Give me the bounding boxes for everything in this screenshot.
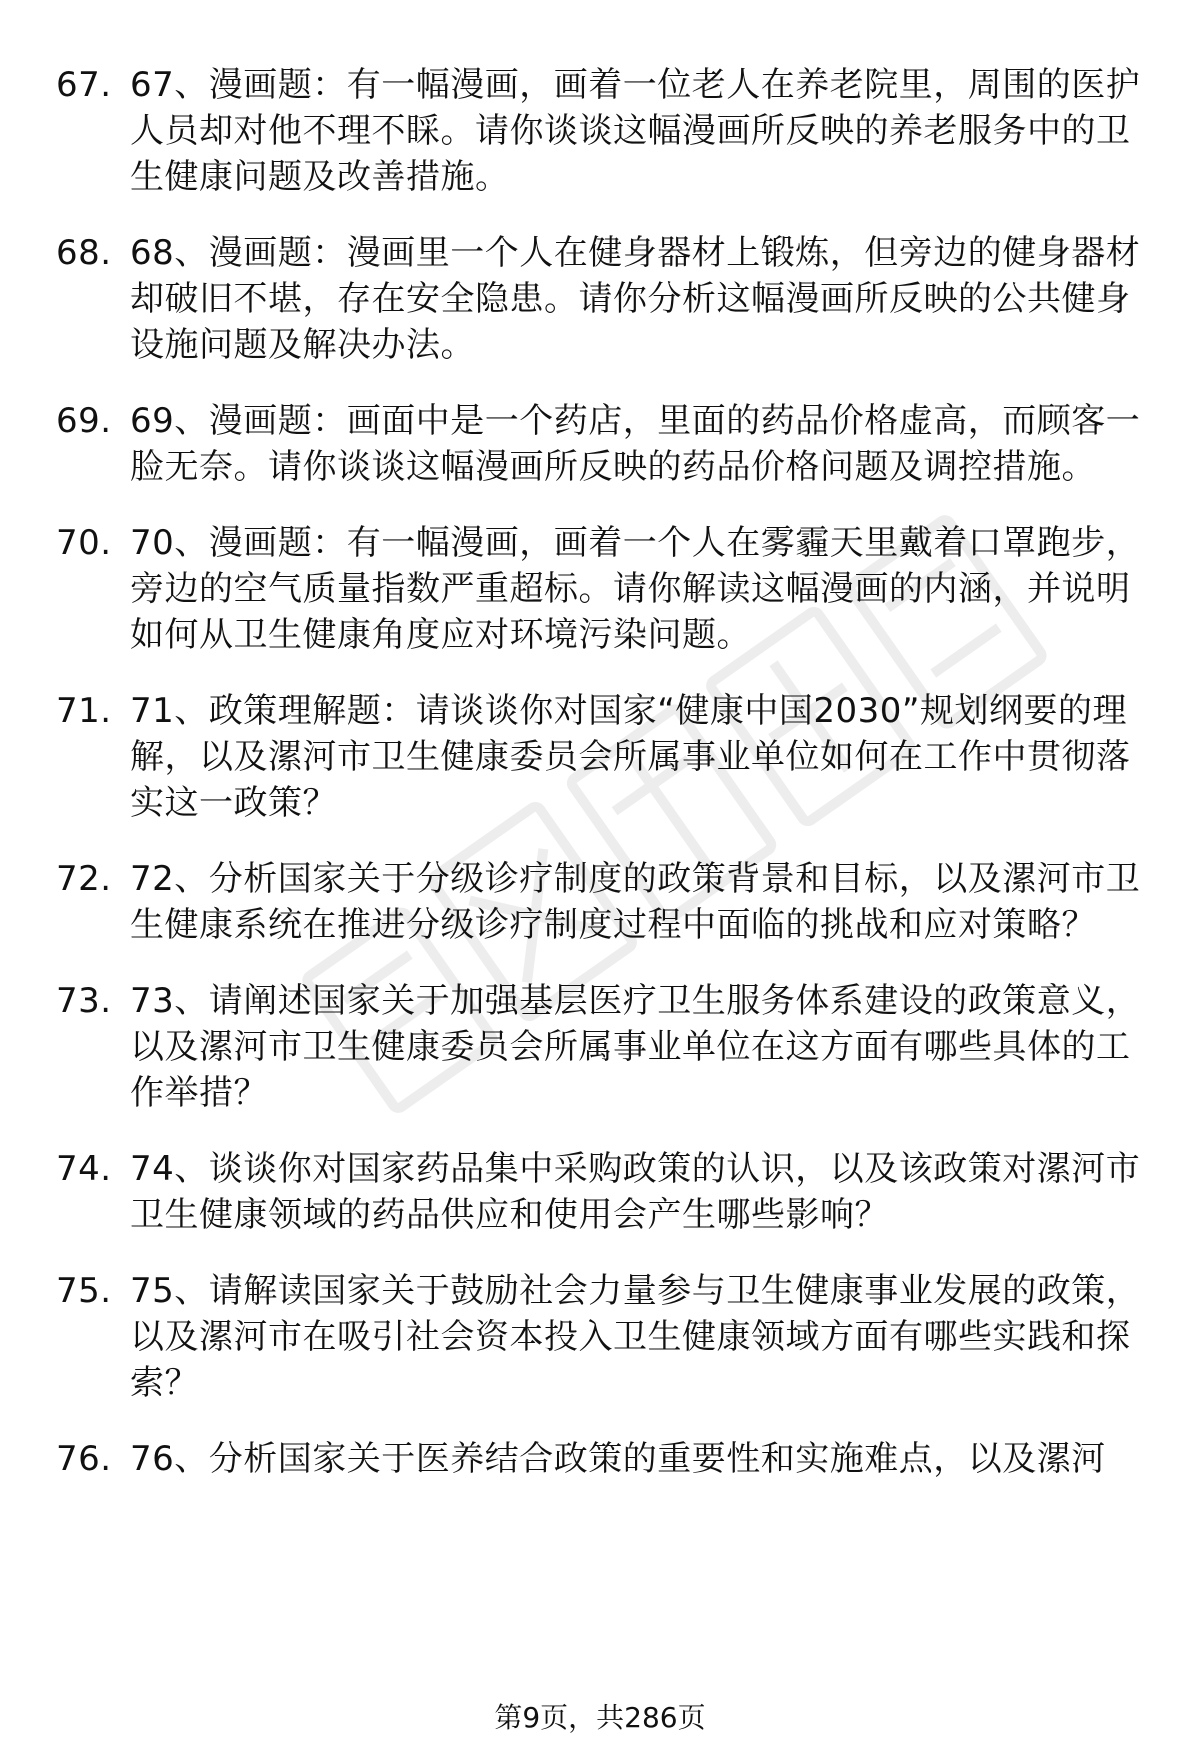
list-item	[0, 1146, 1200, 1238]
question-text: 70、漫画题：有一幅漫画，画着一个人在雾霾天里戴着口罩跑步，旁边的空气质量指数严重超标。请你解读这幅漫画的内涵，并说明如何从卫生健康角度应对环境污染问题。	[130, 523, 1141, 655]
question-number: 73.	[56, 981, 112, 1021]
question-text: 76、分析国家关于医养结合政策的重要性和实施难点，以及漯河	[130, 1439, 1106, 1479]
list-item	[0, 688, 1200, 826]
list-item	[0, 62, 1200, 200]
question-text: 75、请解读国家关于鼓励社会力量参与卫生健康事业发展的政策，以及漯河市在吸引社会资本投入卫生健康领域方面有哪些实践和探索？	[130, 1271, 1141, 1403]
question-text: 67、漫画题：有一幅漫画，画着一位老人在养老院里，周围的医护人员却对他不理不睬。请你谈谈这幅漫画所反映的养老服务中的卫生健康问题及改善措施。	[130, 65, 1141, 197]
question-text: 72、分析国家关于分级诊疗制度的政策背景和目标，以及漯河市卫生健康系统在推进分级诊疗制度过程中面临的挑战和应对策略？	[130, 859, 1141, 945]
list-item	[0, 1268, 1200, 1406]
list-item	[0, 978, 1200, 1116]
question-number: 75.	[56, 1271, 112, 1311]
question-number: 69.	[56, 401, 112, 441]
question-number: 67.	[56, 65, 112, 105]
question-number: 70.	[56, 523, 112, 563]
question-list	[0, 62, 1200, 1482]
list-item	[0, 1436, 1200, 1482]
question-number: 68.	[56, 233, 112, 273]
list-item	[0, 856, 1200, 948]
question-number: 72.	[56, 859, 112, 899]
question-number: 74.	[56, 1149, 112, 1189]
list-item	[0, 520, 1200, 658]
question-text: 74、谈谈你对国家药品集中采购政策的认识，以及该政策对漯河市卫生健康领域的药品供应和使用会产生哪些影响？	[130, 1149, 1141, 1235]
question-text: 71、政策理解题：请谈谈你对国家“健康中国2030”规划纲要的理解，以及漯河市卫生健康委员会所属事业单位如何在工作中贯彻落实这一政策？	[130, 691, 1131, 823]
list-item	[0, 230, 1200, 368]
question-number: 71.	[56, 691, 112, 731]
question-number: 76.	[56, 1439, 112, 1479]
page-footer: 第9页，共286页	[494, 1701, 706, 1734]
question-text: 69、漫画题：画面中是一个药店，里面的药品价格虚高，而顾客一脸无奈。请你谈谈这幅漫画所反映的药品价格问题及调控措施。	[130, 401, 1141, 487]
question-text: 73、请阐述国家关于加强基层医疗卫生服务体系建设的政策意义，以及漯河市卫生健康委员会所属事业单位在这方面有哪些具体的工作举措？	[130, 981, 1141, 1113]
list-item	[0, 398, 1200, 490]
question-text: 68、漫画题：漫画里一个人在健身器材上锻炼，但旁边的健身器材却破旧不堪，存在安全隐患。请你分析这幅漫画所反映的公共健身设施问题及解决办法。	[130, 233, 1141, 365]
